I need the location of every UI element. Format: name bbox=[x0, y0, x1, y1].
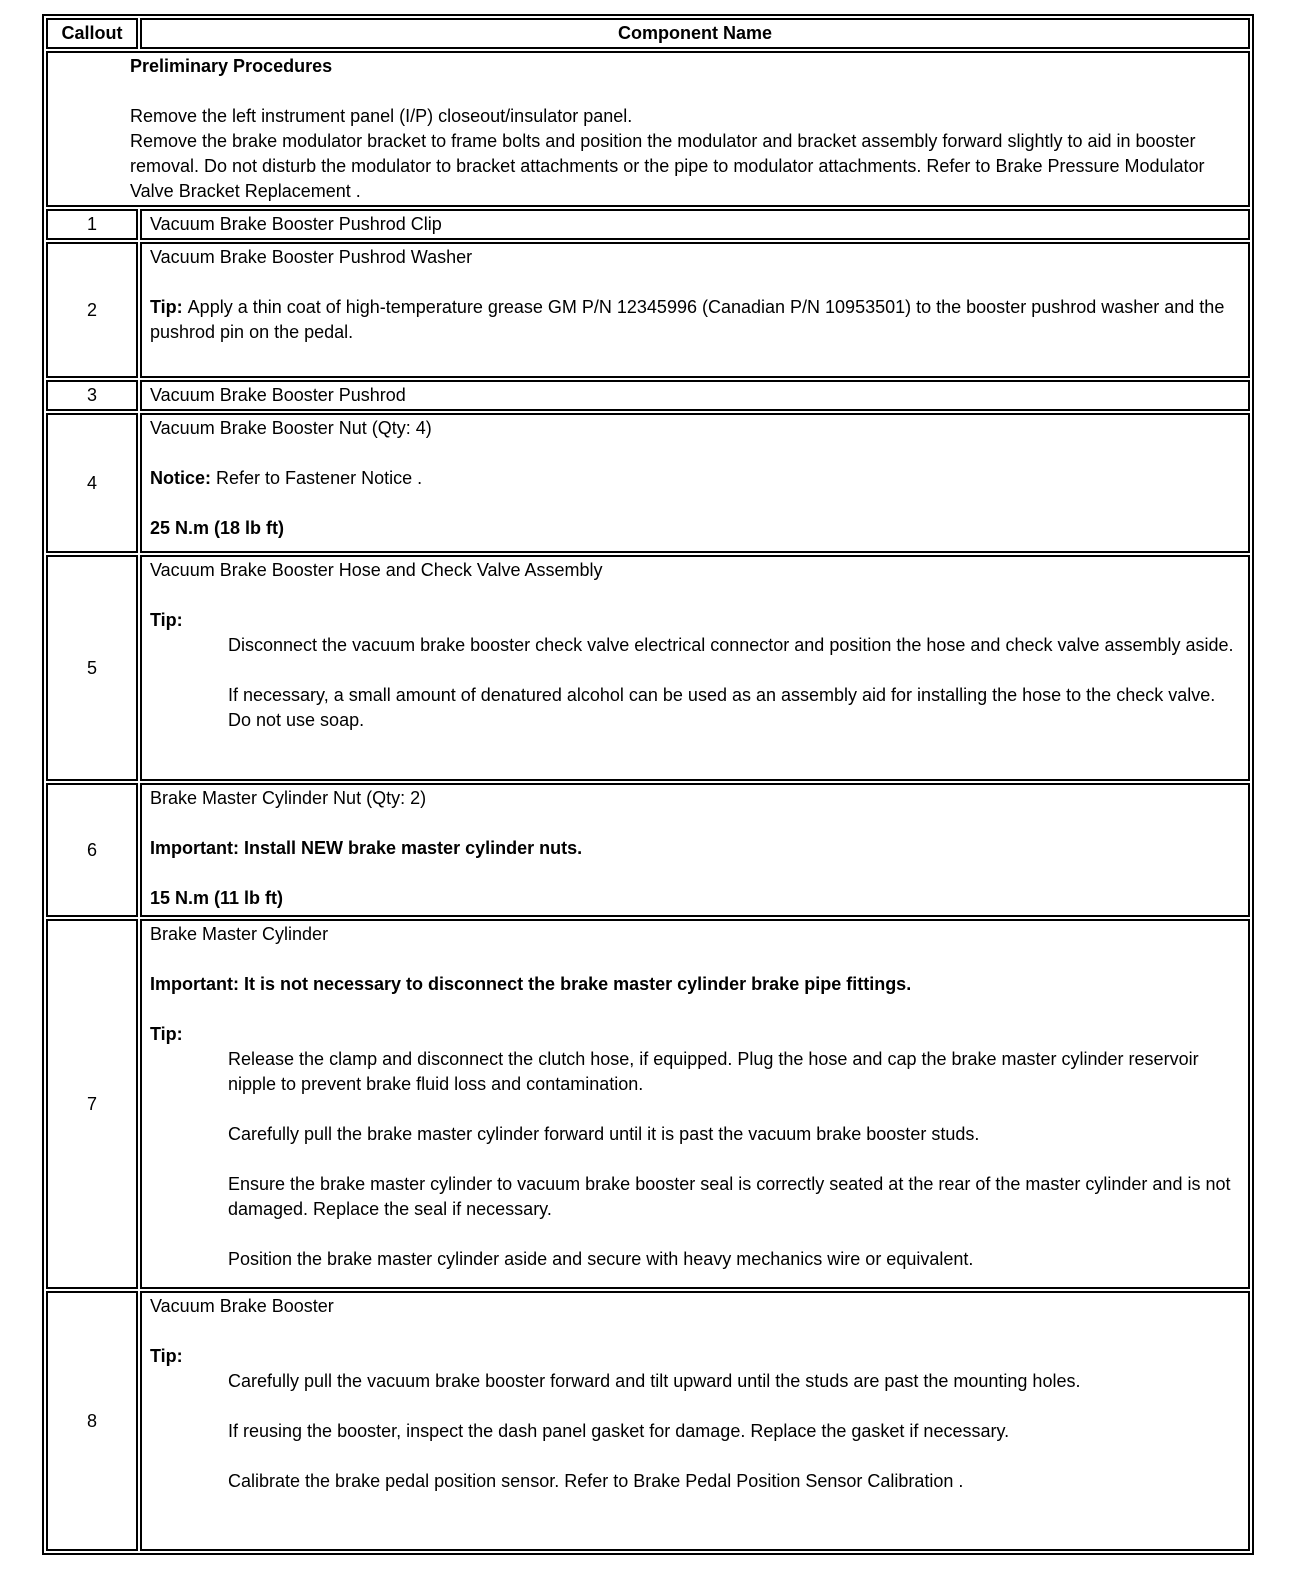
component-cell bbox=[140, 242, 1250, 378]
tip-label: Tip: bbox=[150, 1346, 183, 1366]
component-name: Brake Master Cylinder Nut (Qty: 2) bbox=[150, 788, 427, 808]
component-name: Brake Master Cylinder bbox=[150, 924, 329, 944]
table-row bbox=[46, 1291, 1250, 1551]
component-cell bbox=[140, 919, 1250, 1289]
important-note: Important: Install NEW brake master cylinder nuts. bbox=[150, 838, 583, 858]
tip-item: Disconnect the vacuum brake booster check valve electrical connector and position the hose and check valve assembly aside. bbox=[228, 635, 1234, 655]
preliminary-cell bbox=[46, 51, 1250, 207]
callout-number: 2 bbox=[46, 242, 138, 378]
callout-header-cell: Callout bbox=[46, 18, 138, 49]
component-cell bbox=[140, 1291, 1250, 1551]
table-row bbox=[46, 783, 1250, 917]
preliminary-title: Preliminary Procedures bbox=[130, 56, 333, 76]
component-cell bbox=[140, 783, 1250, 917]
component-cell bbox=[140, 555, 1250, 781]
component-name: Vacuum Brake Booster Pushrod bbox=[150, 385, 406, 405]
torque-spec: 25 N.m (18 lb ft) bbox=[150, 518, 285, 538]
component-name: Vacuum Brake Booster Nut (Qty: 4) bbox=[150, 418, 432, 438]
table-row bbox=[46, 380, 1250, 411]
preliminary-row bbox=[46, 51, 1250, 207]
tip-item: If necessary, a small amount of denatured alcohol can be used as an assembly aid for installing the hose to the check valve. Do not use soap. bbox=[228, 685, 1216, 730]
tip-item: Ensure the brake master cylinder to vacuum brake booster seal is correctly seated at the rear of the master cylinder and is not damaged. Replace the seal if necessary. bbox=[228, 1174, 1231, 1219]
callout-number: 7 bbox=[46, 919, 138, 1289]
table-header-row bbox=[46, 18, 1250, 49]
tip-label: Tip: bbox=[150, 297, 183, 317]
callout-number: 5 bbox=[46, 555, 138, 781]
table-row bbox=[46, 413, 1250, 553]
callout-number: 4 bbox=[46, 413, 138, 553]
notice-label: Notice: bbox=[150, 468, 212, 488]
tip-label: Tip: bbox=[150, 610, 183, 630]
tip-text: Apply a thin coat of high-temperature grease GM P/N 12345996 (Canadian P/N 10953501) to the booster pushrod washer and the pushrod pin on the pedal. bbox=[150, 297, 1225, 342]
tip-item: If reusing the booster, inspect the dash panel gasket for damage. Replace the gasket if necessary. bbox=[228, 1421, 1010, 1441]
preliminary-line: Remove the brake modulator bracket to frame bolts and position the modulator and bracket assembly forward slightly to aid in booster removal. Do not disturb the modulator to bracket attachments or the pipe to modulator attachments. Refer to Brake Pressure Modulator Valve Bracket Replacement . bbox=[130, 131, 1205, 201]
torque-spec: 15 N.m (11 lb ft) bbox=[150, 888, 284, 908]
component-callout-table bbox=[42, 14, 1254, 1555]
component-name: Vacuum Brake Booster Hose and Check Valve Assembly bbox=[150, 560, 603, 580]
callout-number: 6 bbox=[46, 783, 138, 917]
component-cell bbox=[140, 413, 1250, 553]
component-name: Vacuum Brake Booster Pushrod Clip bbox=[150, 214, 442, 234]
notice-text: Refer to Fastener Notice . bbox=[216, 468, 423, 488]
tip-item: Position the brake master cylinder aside and secure with heavy mechanics wire or equivalent. bbox=[228, 1249, 974, 1269]
callout-number: 1 bbox=[46, 209, 138, 240]
tip-note bbox=[150, 295, 1240, 345]
notice-note bbox=[150, 466, 1240, 491]
component-cell bbox=[140, 380, 1250, 411]
preliminary-line: Remove the left instrument panel (I/P) closeout/insulator panel. bbox=[130, 106, 633, 126]
component-name: Vacuum Brake Booster bbox=[150, 1296, 334, 1316]
component-name: Vacuum Brake Booster Pushrod Washer bbox=[150, 247, 473, 267]
table-row bbox=[46, 919, 1250, 1289]
important-note: Important: It is not necessary to disconnect the brake master cylinder brake pipe fittings. bbox=[150, 974, 912, 994]
tip-item: Carefully pull the vacuum brake booster forward and tilt upward until the studs are past the mounting holes. bbox=[228, 1371, 1081, 1391]
table-row bbox=[46, 209, 1250, 240]
callout-number: 8 bbox=[46, 1291, 138, 1551]
callout-number: 3 bbox=[46, 380, 138, 411]
table-row bbox=[46, 242, 1250, 378]
tip-item: Release the clamp and disconnect the clutch hose, if equipped. Plug the hose and cap the brake master cylinder reservoir nipple to prevent brake fluid loss and contamination. bbox=[228, 1049, 1199, 1094]
tip-label: Tip: bbox=[150, 1024, 183, 1044]
component-cell bbox=[140, 209, 1250, 240]
component-name-header-cell: Component Name bbox=[140, 18, 1250, 49]
tip-item: Calibrate the brake pedal position sensor. Refer to Brake Pedal Position Sensor Calibration . bbox=[228, 1471, 964, 1491]
tip-item: Carefully pull the brake master cylinder forward until it is past the vacuum brake booster studs. bbox=[228, 1124, 980, 1144]
table-row bbox=[46, 555, 1250, 781]
